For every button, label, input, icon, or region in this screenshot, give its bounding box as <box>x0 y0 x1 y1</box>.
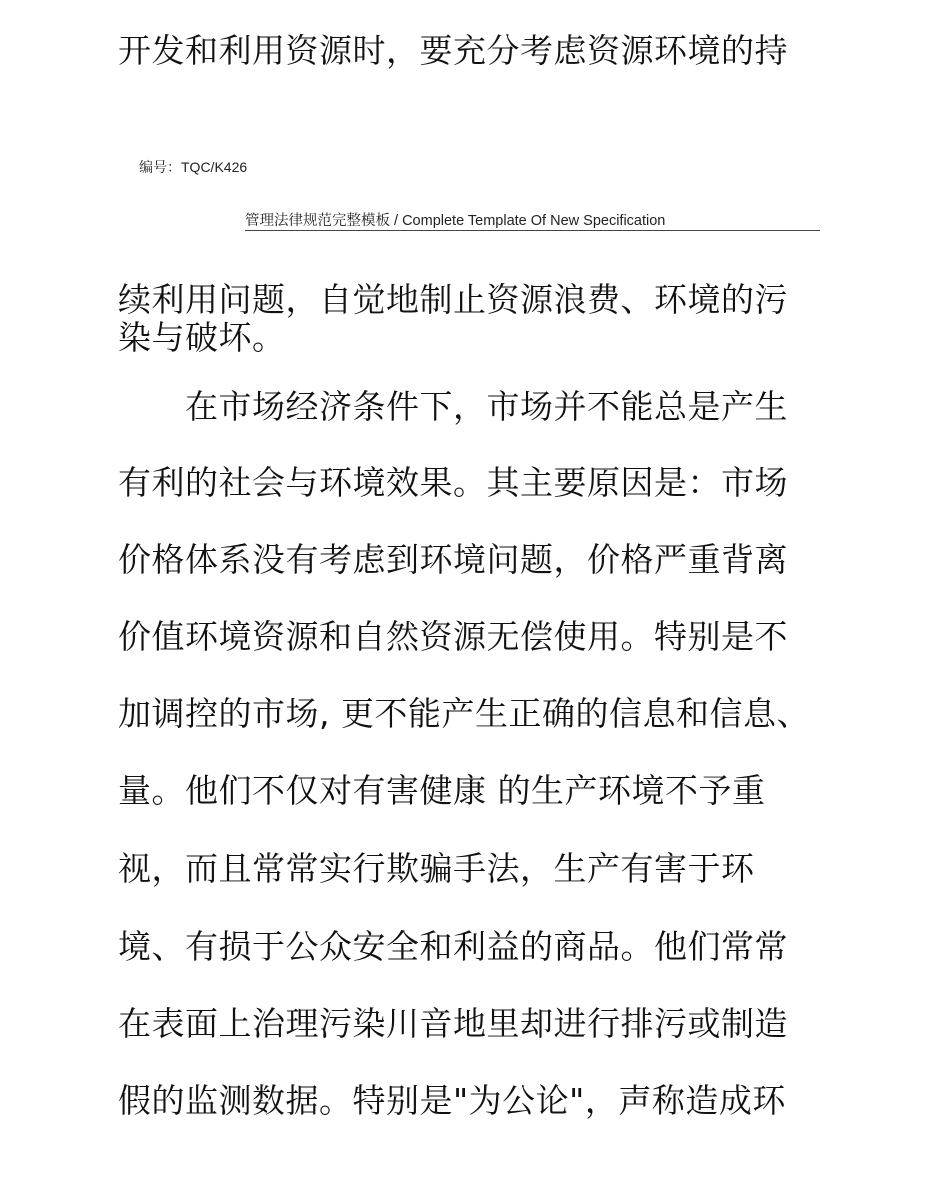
paragraph-line-top: 开发和利用资源时，要充分考虑资源环境的持 <box>118 31 788 70</box>
paragraph-line: 在市场经济条件下，市场并不能总是产生 <box>118 387 788 426</box>
paragraph-line: 假的监测数据。特别是"为公论"，声称造成环 <box>118 1081 786 1120</box>
paragraph-line: 续利用问题，自觉地制止资源浪费、环境的污 <box>118 280 788 319</box>
paragraph-line: 染与破坏。 <box>118 318 286 357</box>
paragraph-line: 境、有损于公众安全和利益的商品。他们常常 <box>118 927 788 966</box>
paragraph-line: 价值环境资源和自然资源无偿使用。特别是不 <box>118 617 788 656</box>
paragraph-line: 有利的社会与环境效果。其主要原因是：市场 <box>118 463 788 502</box>
document-number: 编号：TQC/K426 <box>139 159 248 175</box>
paragraph-line: 在表面上治理污染川音地里却进行排污或制造 <box>118 1004 788 1043</box>
paragraph-line: 量。他们不仅对有害健康 的生产环境不予重 <box>118 771 766 810</box>
template-header-title: 管理法律规范完整模板 / Complete Template Of New Specification <box>245 213 666 229</box>
paragraph-line: 加调控的市场, 更不能产生正确的信息和信息、 <box>118 694 810 733</box>
paragraph-line: 价格体系没有考虑到环境问题，价格严重背离 <box>118 540 788 579</box>
header-underline <box>245 230 820 231</box>
paragraph-line: 视，而且常常实行欺骗手法，生产有害于环 <box>118 849 755 888</box>
